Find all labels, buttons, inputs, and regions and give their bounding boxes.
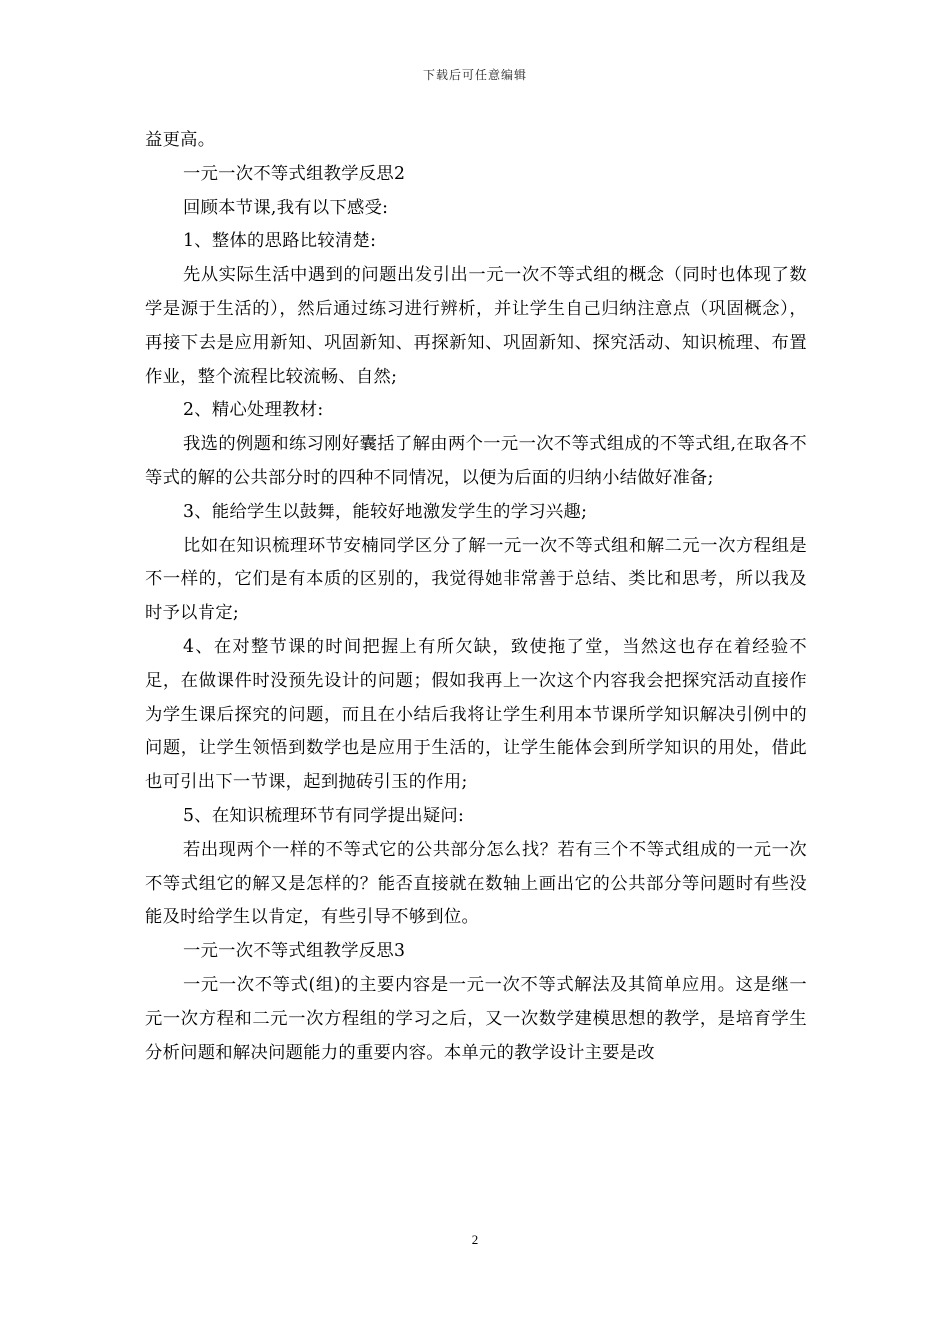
list-item-heading: 2、精心处理教材:: [183, 400, 324, 421]
paragraph: 若出现两个一样的不等式它的公共部分怎么找？若有三个不等式组成的一元一次不等式组它的解又是怎样的？能否直接就在数轴上画出它的公共部分等问题时有些没能及时给学生以肯定，有些引导不够到位。: [145, 839, 807, 928]
document-body: [145, 124, 807, 1070]
paragraph: 回顾本节课,我有以下感受:: [183, 197, 389, 218]
paragraph: 我选的例题和练习刚好囊括了解由两个一元一次不等式组成的不等式组,在取各不等式的解的公共部分时的四种不同情况，以便为后面的归纳小结做好准备;: [145, 434, 807, 488]
paragraph: 先从实际生活中遇到的问题出发引出一元一次不等式组的概念（同时也体现了数学是源于生活的），然后通过练习进行辨析，并让学生自己归纳注意点（巩固概念），再接下去是应用新知、巩固新知、再探新知、巩固新知、探究活动、知识梳理、布置作业，整个流程比较流畅、自然;: [145, 265, 807, 387]
list-item-heading: 4、在对整节课的时间把握上有所欠缺，致使拖了堂，当然这也存在着经验不足，在做课件时没预先设计的问题；假如我再上一次这个内容我会把探究活动直接作为学生课后探究的问题，而且在小结后我将让学生利用本节课所学知识解决引例中的问题，让学生领悟到数学也是应用于生活的，让学生能体会到所学知识的用处，借此也可引出下一节课，起到抛砖引玉的作用;: [145, 636, 807, 793]
paragraph: 一元一次不等式(组)的主要内容是一元一次不等式解法及其简单应用。这是继一元一次方程和二元一次方程组的学习之后，又一次数学建模思想的教学，是培育学生分析问题和解决问题能力的重要内容。本单元的教学设计主要是改: [145, 974, 807, 1063]
page-header-note: 下载后可任意编辑: [422, 68, 527, 82]
section-title: 一元一次不等式组教学反思2: [183, 163, 406, 184]
section-title: 一元一次不等式组教学反思3: [183, 941, 406, 962]
list-item-heading: 5、在知识梳理环节有同学提出疑问:: [183, 805, 465, 826]
list-item-heading: 1、整体的思路比较清楚:: [183, 231, 377, 252]
page-number: 2: [471, 1232, 479, 1247]
paragraph: 益更高。: [145, 130, 216, 150]
paragraph: 比如在知识梳理环节安楠同学区分了解一元一次不等式组和解二元一次方程组是不一样的，它们是有本质的区别的，我觉得她非常善于总结、类比和思考，所以我及时予以肯定;: [145, 535, 807, 624]
list-item-heading: 3、能给学生以鼓舞，能较好地激发学生的学习兴趣;: [183, 501, 588, 522]
